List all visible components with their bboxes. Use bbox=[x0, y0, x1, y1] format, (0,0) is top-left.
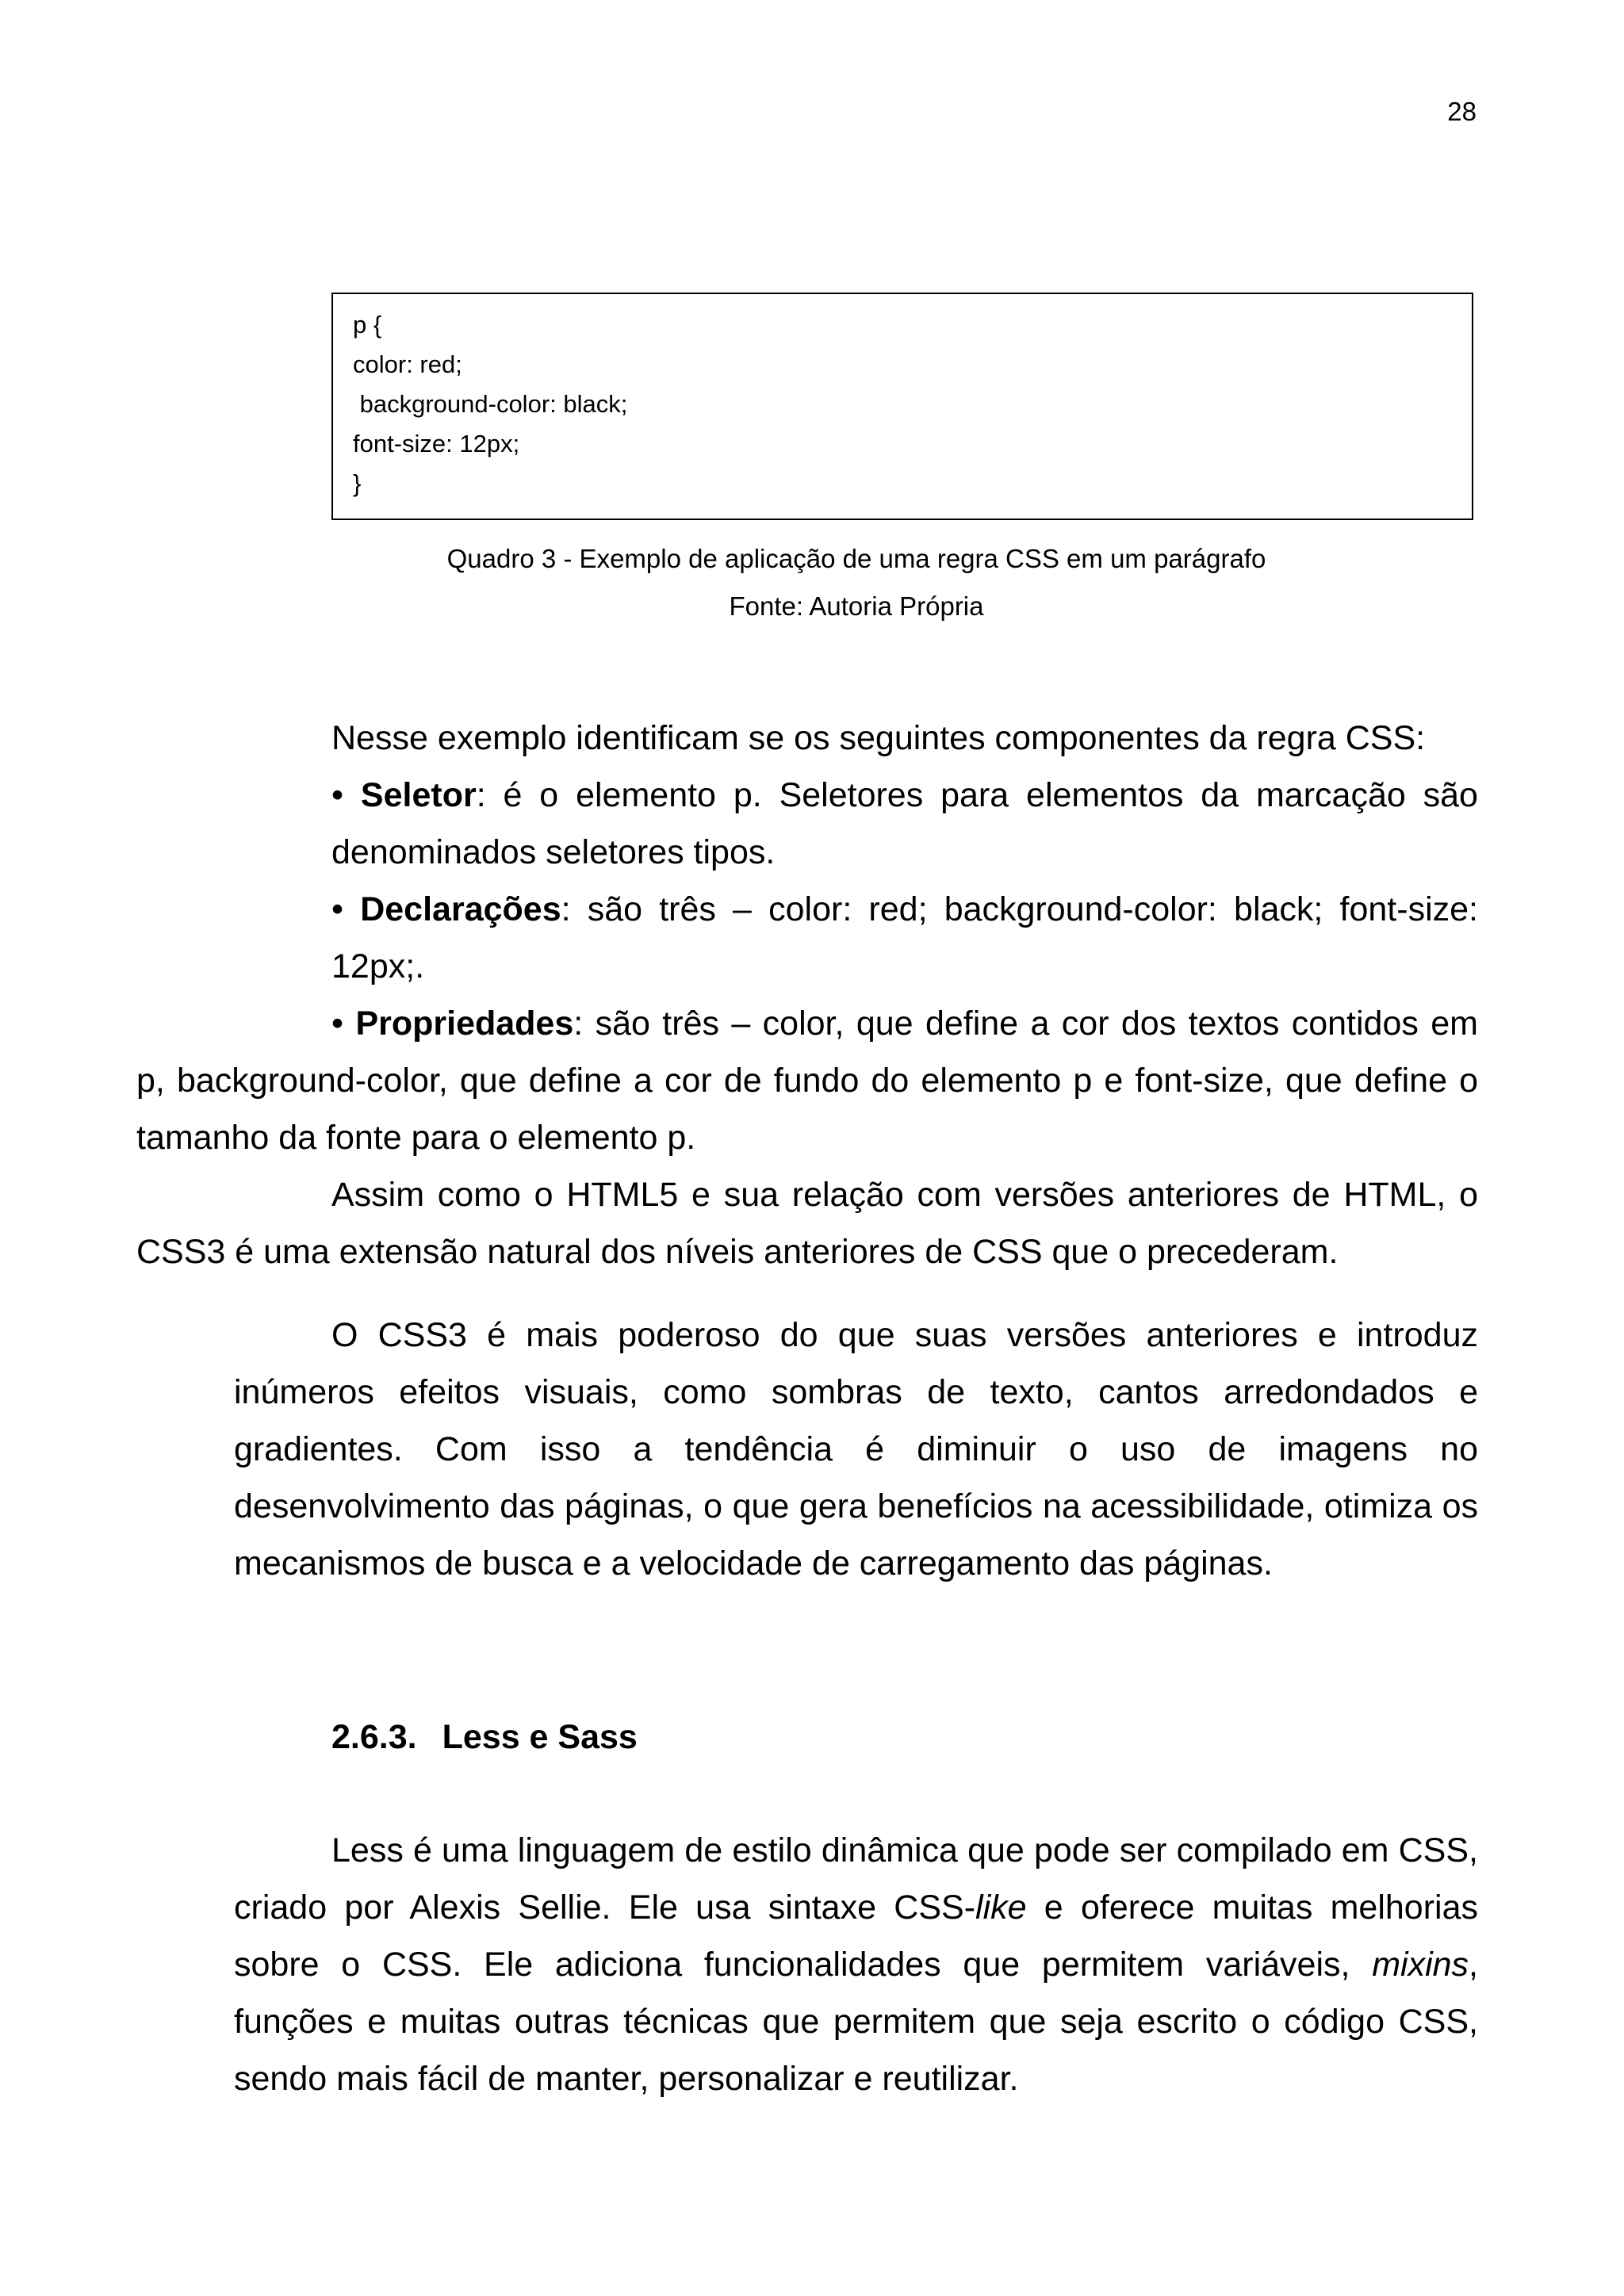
code-line: p { bbox=[353, 311, 382, 339]
less-like: like bbox=[975, 1888, 1027, 1927]
bullet-text: : são três – color, que define a cor dos textos contidos em p, background-color, que define a cor de fundo do elemento p e font-size, que define o tamanho da fonte para o elemento p. bbox=[136, 1004, 1478, 1157]
figure-source: Fonte: Autoria Própria bbox=[729, 591, 984, 621]
less-section bbox=[234, 1822, 1478, 2107]
css3-power-section bbox=[234, 1307, 1478, 1592]
code-line: background-color: black; bbox=[353, 390, 628, 418]
bullet-text: : são três – color: red; background-color: black; font-size: 12px;. bbox=[331, 890, 1478, 985]
figure-caption: Quadro 3 - Exemplo de aplicação de uma regra CSS em um parágrafo bbox=[446, 544, 1266, 573]
less-text-3: , funções e muitas outras técnicas que permitem que seja escrito o código CSS, sendo mais fácil de manter, personalizar e reutilizar. bbox=[234, 1946, 1478, 2098]
code-line: color: red; bbox=[353, 350, 462, 378]
bullet-seletor bbox=[234, 767, 1478, 881]
bullet-propriedades bbox=[136, 995, 1478, 1166]
components-section bbox=[136, 710, 1478, 1280]
bullet-term: Propriedades bbox=[355, 1004, 574, 1043]
code-line: font-size: 12px; bbox=[353, 430, 520, 457]
bullet-mark: • bbox=[331, 776, 361, 814]
bullet-mark: • bbox=[331, 890, 361, 928]
code-box bbox=[331, 293, 1473, 520]
page-number: 28 bbox=[1447, 97, 1477, 126]
section-heading bbox=[331, 1720, 638, 1755]
paragraph-less bbox=[234, 1822, 1478, 2107]
bullet-text: : é o elemento p. Seletores para elementos da marcação são denominados seletores tipos. bbox=[331, 776, 1478, 871]
section-title: Less e Sass bbox=[442, 1718, 638, 1756]
less-text-2: e oferece muitas melhorias sobre o CSS. Ele adiciona funcionalidades que permitem variáveis, bbox=[234, 1888, 1478, 1984]
section-number: 2.6.3. bbox=[331, 1718, 417, 1756]
paragraph-css3-extension: Assim como o HTML5 e sua relação com versões anteriores de HTML, o CSS3 é uma extensão natural dos níveis anteriores de CSS que o precederam. bbox=[136, 1176, 1478, 1271]
intro-paragraph: Nesse exemplo identificam se os seguintes componentes da regra CSS: bbox=[331, 719, 1426, 757]
bullet-declaracoes bbox=[234, 881, 1478, 995]
less-mixins: mixins bbox=[1372, 1946, 1469, 1984]
paragraph-css3-power: O CSS3 é mais poderoso do que suas versões anteriores e introduz inúmeros efeitos visuais, como sombras de texto, cantos arredondados e gradientes. Com isso a tendência é diminuir o uso de imagens no desenvolvimento das páginas, o que gera benefícios na acessibilidade, otimiza os mecanismos de busca e a velocidade de carregamento das páginas. bbox=[234, 1316, 1478, 1582]
bullet-mark: • bbox=[331, 1004, 356, 1043]
code-line: } bbox=[353, 469, 362, 497]
less-text-1: Less é uma linguagem de estilo dinâmica que pode ser compilado em CSS, criado por Alexis Sellie. Ele usa sintaxe CSS- bbox=[234, 1831, 1478, 1927]
bullet-term: Seletor bbox=[360, 776, 477, 814]
bullet-term: Declarações bbox=[360, 890, 561, 928]
